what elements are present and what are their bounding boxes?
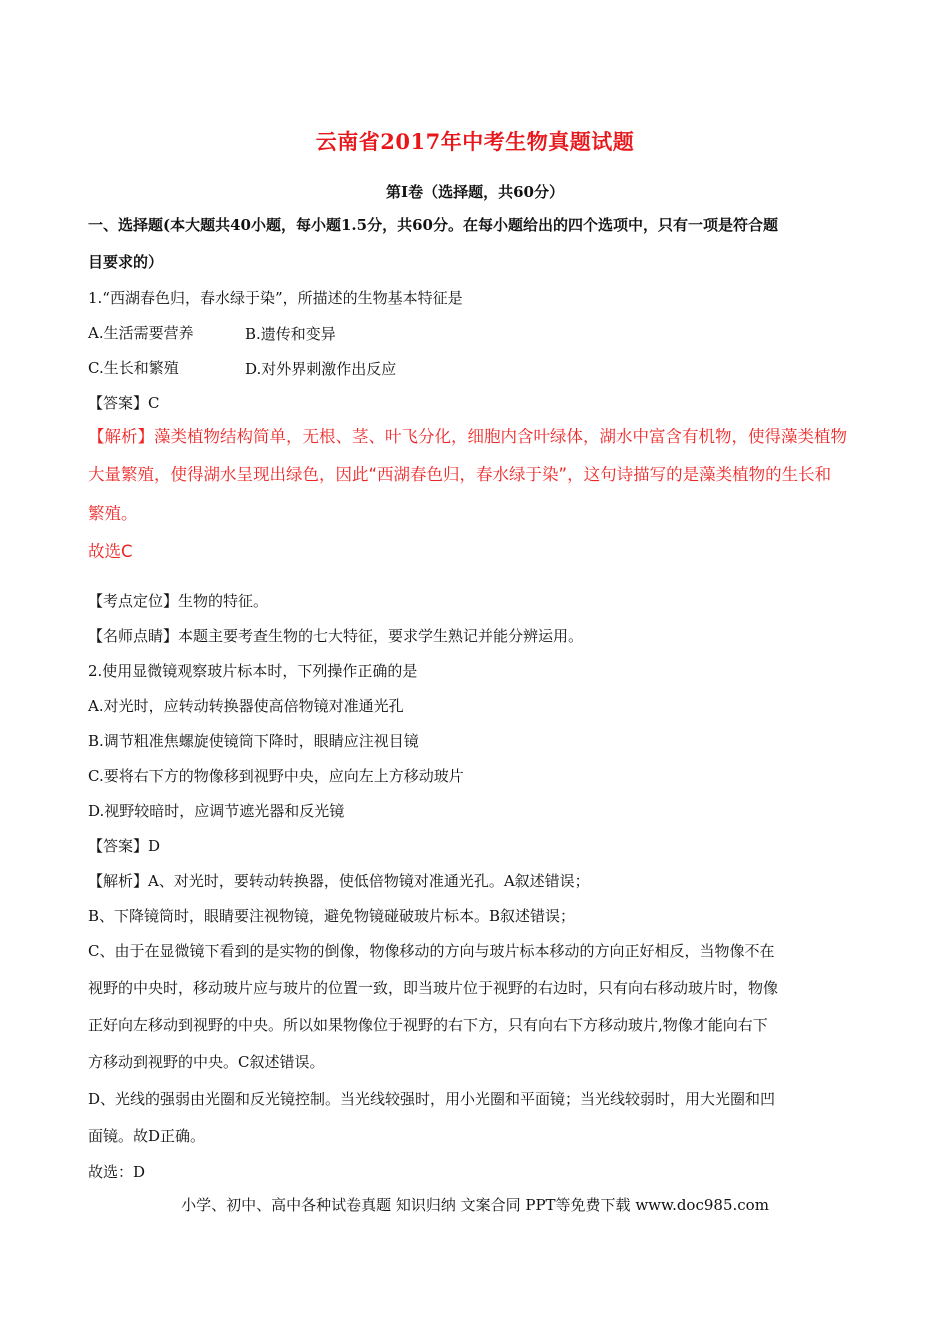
q1-option-b: B.遗传和变异 bbox=[245, 325, 336, 343]
q1-stem: 1.“西湖春色归，春水绿于染”，所描述的生物基本特征是 bbox=[88, 289, 463, 307]
q1-analysis-line-2: 大量繁殖，使得湖水呈现出绿色，因此“西湖春色归，春水绿于染”，这句诗描写的是藻类植物的生长和 bbox=[88, 465, 832, 484]
page-footer: 小学、初中、高中各种试卷真题 知识归纳 文案合同 PPT等免费下载 www.doc985.com bbox=[181, 1196, 769, 1214]
q2-option-a: A.对光时，应转动转换器使高倍物镜对准通光孔 bbox=[88, 697, 404, 715]
q1-key-point: 【考点定位】生物的特征。 bbox=[88, 592, 269, 610]
q1-option-c: C.生长和繁殖 bbox=[88, 359, 179, 377]
document-title: 云南省2017年中考生物真题试题 bbox=[315, 129, 635, 154]
q1-option-a: A.生活需要营养 bbox=[88, 324, 194, 342]
q2-analysis-line-2: B、下降镜筒时，眼睛要注视物镜，避免物镜碰破玻片标本。B叙述错误； bbox=[88, 907, 576, 925]
q2-analysis-line-1: 【解析】A、对光时，要转动转换器，使低倍物镜对准通光孔。A叙述错误； bbox=[88, 872, 590, 890]
q2-stem: 2.使用显微镜观察玻片标本时，下列操作正确的是 bbox=[88, 662, 418, 680]
section-heading: 第Ⅰ卷（选择题，共60分） bbox=[386, 183, 564, 201]
q1-option-d: D.对外界刺激作出反应 bbox=[245, 360, 397, 378]
q2-answer: 【答案】D bbox=[88, 837, 161, 855]
instructions-line-1: 一、选择题(本大题共40小题，每小题1.5分，共60分。在每小题给出的四个选项中，只有一项是符合题 bbox=[88, 216, 778, 234]
q2-option-b: B.调节粗准焦螺旋使镜筒下降时，眼睛应注视目镜 bbox=[88, 732, 419, 750]
q2-analysis-line-5: 正好向左移动到视野的中央。所以如果物像位于视野的右下方，只有向右下方移动玻片,物像才能向右下 bbox=[88, 1016, 768, 1034]
q2-choose: 故选：D bbox=[88, 1163, 146, 1181]
q1-choose: 故选C bbox=[88, 542, 133, 561]
q2-analysis-line-4: 视野的中央时，移动玻片应与玻片的位置一致，即当玻片位于视野的右边时，只有向右移动玻片时，物像 bbox=[88, 979, 779, 997]
q1-analysis-line-3: 繁殖。 bbox=[88, 504, 138, 523]
q2-analysis-line-6: 方移动到视野的中央。C叙述错误。 bbox=[88, 1053, 325, 1071]
q1-analysis-line-1: 【解析】藻类植物结构简单，无根、茎、叶飞分化，细胞内含叶绿体，湖水中富含有机物，使得藻类植物 bbox=[88, 427, 847, 446]
q2-option-c: C.要将右下方的物像移到视野中央，应向左上方移动玻片 bbox=[88, 767, 464, 785]
q2-analysis-line-3: C、由于在显微镜下看到的是实物的倒像，物像移动的方向与玻片标本移动的方向正好相反，当物像不在 bbox=[88, 942, 775, 960]
q2-analysis-line-7: D、光线的强弱由光圈和反光镜控制。当光线较强时，用小光圈和平面镜；当光线较弱时，用大光圈和凹 bbox=[88, 1090, 776, 1108]
q2-option-d: D.视野较暗时，应调节遮光器和反光镜 bbox=[88, 802, 345, 820]
q1-answer: 【答案】C bbox=[88, 394, 160, 412]
q1-teacher-note: 【名师点睛】本题主要考查生物的七大特征，要求学生熟记并能分辨运用。 bbox=[88, 627, 584, 645]
q2-analysis-line-8: 面镜。故D正确。 bbox=[88, 1127, 206, 1145]
instructions-line-2: 目要求的） bbox=[88, 253, 164, 271]
